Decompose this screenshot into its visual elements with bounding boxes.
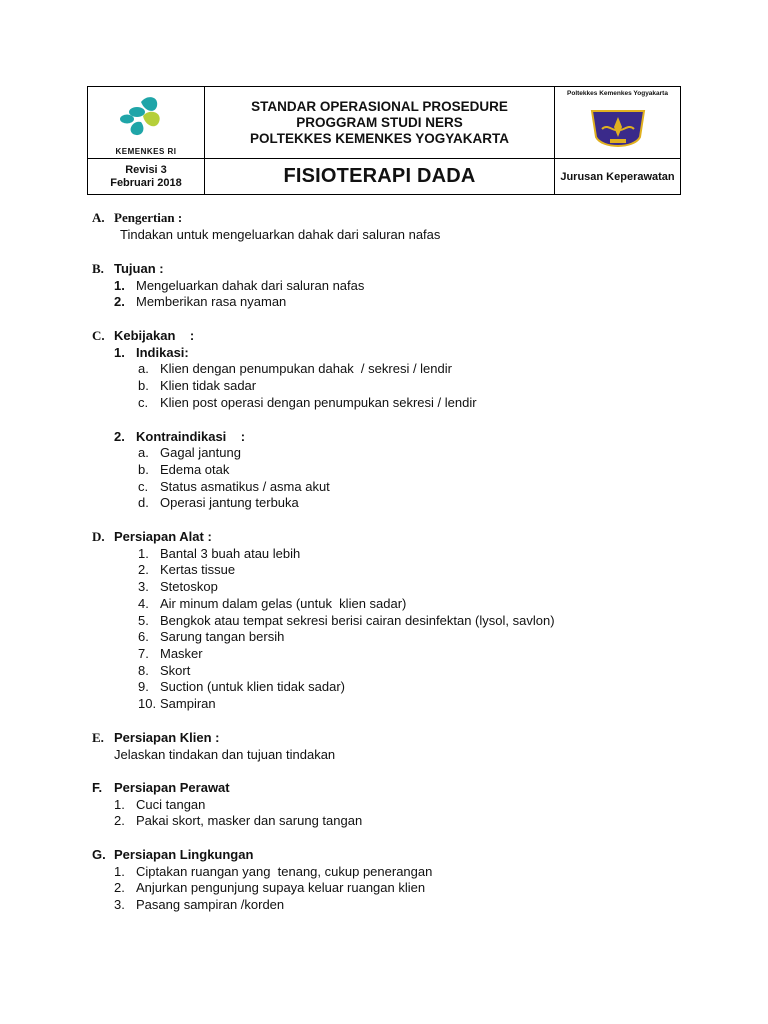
list-item: 3. Stetoskop xyxy=(138,579,218,595)
list-item: d. Operasi jantung terbuka xyxy=(138,495,299,511)
revision-date: Februari 2018 xyxy=(110,176,182,189)
list-item: 3. Pasang sampiran /korden xyxy=(114,897,285,913)
list-item: 9. Suction (untuk klien tidak sadar) xyxy=(138,679,345,695)
kontraindikasi-heading: 2. Kontraindikasi : xyxy=(114,428,246,444)
section-e-letter: E. xyxy=(92,730,104,745)
title-line-1: STANDAR OPERASIONAL PROSEDURE xyxy=(251,98,508,114)
list-item: a. Gagal jantung xyxy=(138,445,241,461)
doc-title: FISIOTERAPI DADA xyxy=(283,165,476,187)
list-item: a. Klien dengan penumpukan dahak / sekresi / lendir xyxy=(138,361,452,377)
doc-title-cell xyxy=(205,159,555,195)
jurusan-label: Jurusan Keperawatan xyxy=(560,170,675,183)
logo-text: KEMENKES RI xyxy=(115,146,177,156)
section-f-title: Persiapan Perawat xyxy=(114,780,230,795)
section-a-text: Tindakan untuk mengeluarkan dahak dari saluran nafas xyxy=(120,226,441,242)
section-f-letter: F. xyxy=(92,780,103,795)
section-b-letter: B. xyxy=(92,261,104,276)
list-item: 5. Bengkok atau tempat sekresi berisi cairan desinfektan (lysol, savlon) xyxy=(138,612,555,628)
jurusan-cell xyxy=(555,159,681,195)
list-item: 1. Ciptakan ruangan yang tenang, cukup penerangan xyxy=(114,863,433,879)
section-b-title: Tujuan : xyxy=(114,261,164,276)
section-c-letter: C. xyxy=(92,328,105,343)
list-item: c. Klien post operasi dengan penumpukan sekresi / lendir xyxy=(138,394,477,410)
title-line-3: POLTEKKES KEMENKES YOGYAKARTA xyxy=(249,130,510,146)
section-c xyxy=(92,328,477,512)
section-d xyxy=(92,529,555,713)
revision-cell xyxy=(88,159,205,195)
list-item: 2. Memberikan rasa nyaman xyxy=(114,294,287,310)
list-item: 1. Mengeluarkan dahak dari saluran nafas xyxy=(114,277,365,293)
poltekkes-emblem xyxy=(588,103,648,155)
section-g-title: Persiapan Lingkungan xyxy=(114,847,254,862)
section-a xyxy=(92,210,440,243)
list-item: c. Status asmatikus / asma akut xyxy=(138,478,330,494)
kemenkes-logo xyxy=(101,90,191,146)
section-d-title: Persiapan Alat : xyxy=(114,529,212,544)
section-e xyxy=(92,730,335,763)
section-a-letter: A. xyxy=(92,210,105,225)
list-item: 7. Masker xyxy=(138,645,203,661)
section-b xyxy=(92,261,364,311)
poltek-logo-cell xyxy=(555,87,681,159)
section-e-text: Jelaskan tindakan dan tujuan tindakan xyxy=(114,746,336,762)
section-c-title: Kebijakan : xyxy=(114,328,195,343)
title-cell xyxy=(205,87,555,159)
list-item: 2. Kertas tissue xyxy=(138,562,236,578)
logo-cell xyxy=(88,87,205,159)
list-item: 10. Sampiran xyxy=(138,696,216,712)
list-item: 6. Sarung tangan bersih xyxy=(138,629,285,645)
indikasi-heading: 1. Indikasi: xyxy=(114,344,189,360)
list-item: 1. Cuci tangan xyxy=(114,796,206,812)
revision-label: Revisi 3 xyxy=(125,163,167,176)
poltek-label: Poltekkes Kemenkes Yogyakarta xyxy=(567,90,668,97)
section-e-title: Persiapan Klien : xyxy=(114,730,220,745)
header-table xyxy=(87,86,681,195)
list-item: 1. Bantal 3 buah atau lebih xyxy=(138,545,301,561)
list-item: 4. Air minum dalam gelas (untuk klien sadar) xyxy=(138,595,407,611)
section-g xyxy=(92,847,432,914)
section-d-letter: D. xyxy=(92,529,105,544)
section-g-letter: G. xyxy=(92,847,106,862)
list-item: 2. Anjurkan pengunjung supaya keluar ruangan klien xyxy=(114,880,426,896)
section-f xyxy=(92,780,362,830)
title-line-2: PROGGRAM STUDI NERS xyxy=(296,114,463,130)
list-item: 2. Pakai skort, masker dan sarung tangan xyxy=(114,813,363,829)
list-item: b. Klien tidak sadar xyxy=(138,378,257,394)
section-a-title: Pengertian : xyxy=(114,210,183,225)
list-item: b. Edema otak xyxy=(138,461,230,477)
list-item: 8. Skort xyxy=(138,662,191,678)
